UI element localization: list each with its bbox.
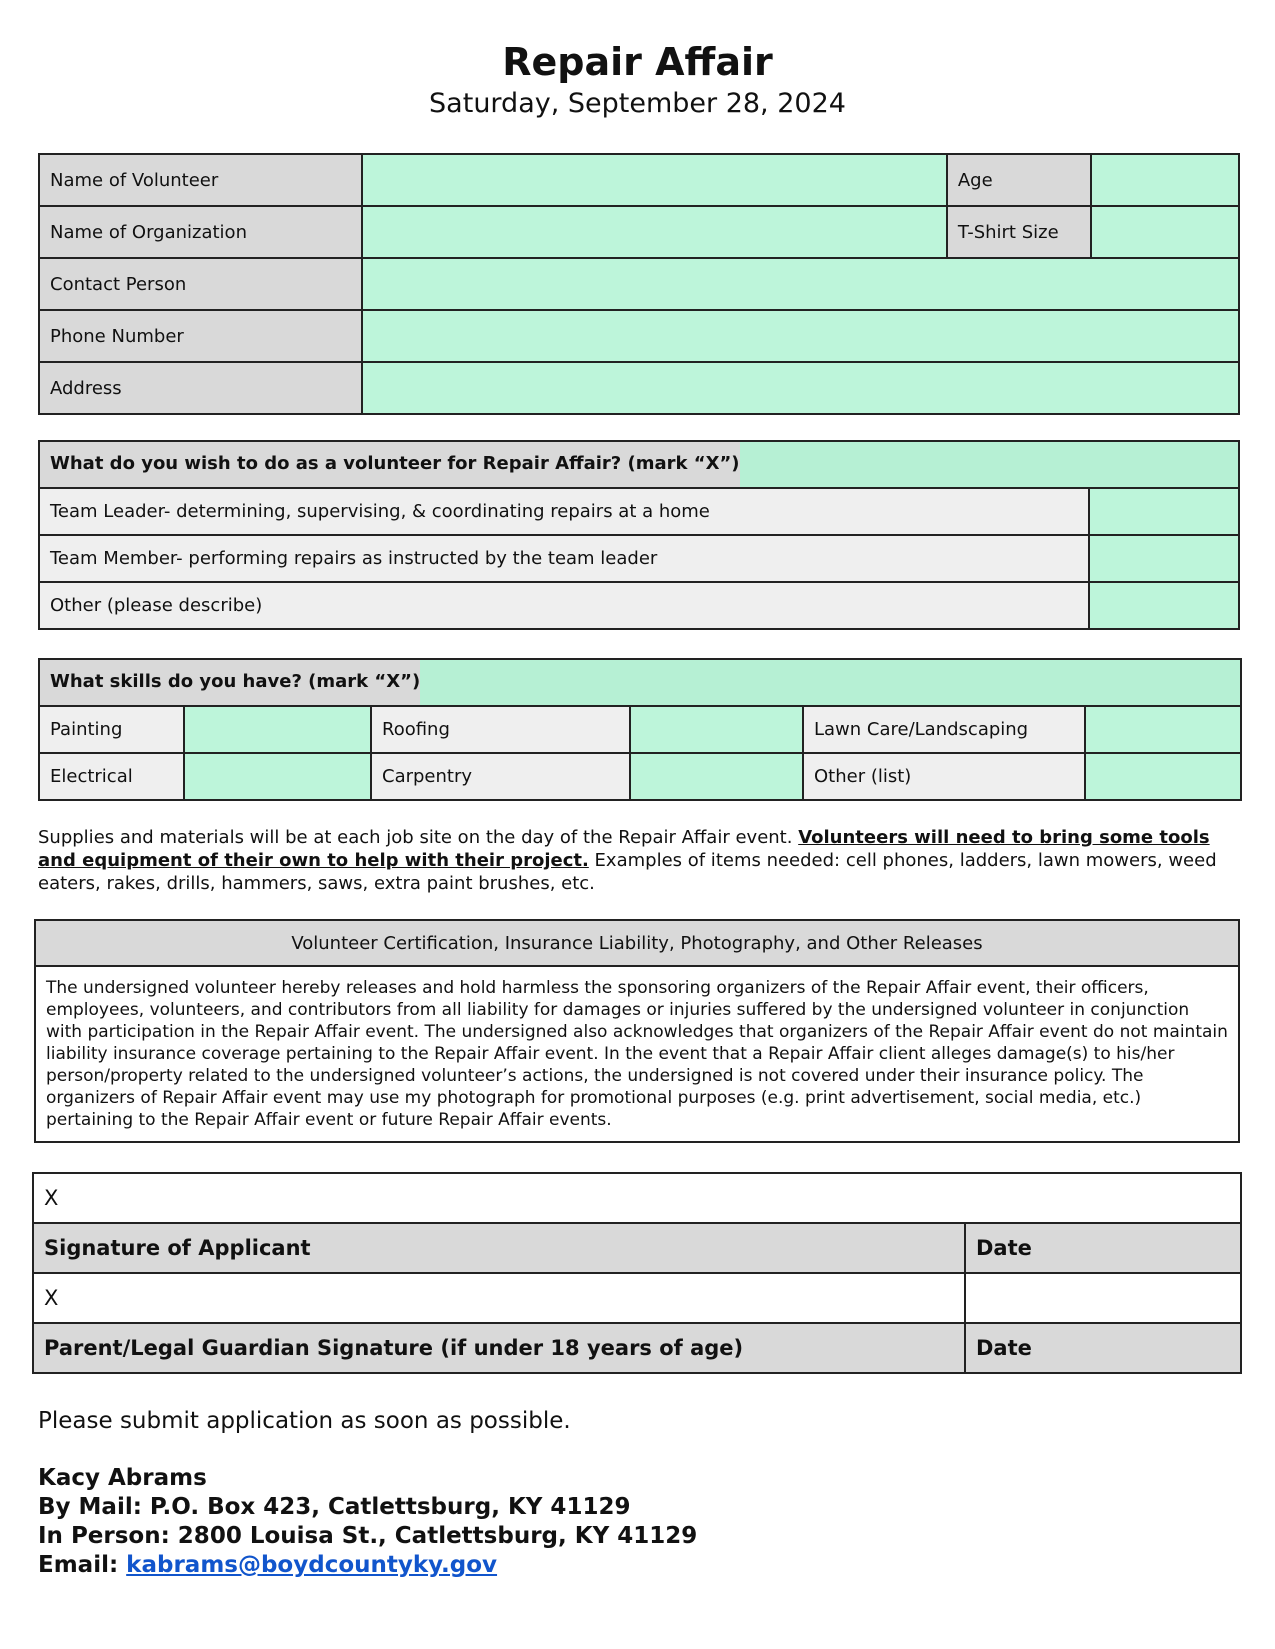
role-question: What do you wish to do as a volunteer for Repair Affair? (mark “X”) [40, 442, 740, 487]
supplies-examples: Examples of items needed: cell phones, ladders, lawn mowers, weed eaters, rakes, drills, hammers, saws, extra paint brushes, etc. [38, 850, 1217, 894]
organization-label: Name of Organization [39, 206, 362, 258]
phone-field[interactable] [362, 310, 1239, 362]
role-question-header [39, 441, 1239, 488]
signature-table [32, 1172, 1242, 1374]
age-field[interactable] [1091, 154, 1239, 206]
address-field[interactable] [362, 362, 1239, 414]
applicant-signature-field[interactable]: X [33, 1173, 1241, 1223]
skills-question: What skills do you have? (mark “X”) [40, 660, 420, 705]
form-title: Repair Affair [502, 40, 773, 84]
skill-lawn-care-field[interactable] [1085, 706, 1241, 753]
release-table [34, 919, 1240, 1143]
release-body: The undersigned volunteer hereby releases and hold harmless the sponsoring organizers of the Repair Affair event, their officers, employees, volunteers, and contributors from all liability for damages or injuries suffered by the undersigned volunteer in conjunction with participation in the Repair Affair event. The undersigned also acknowledges that organizers of the Repair Affair event do not maintain liability insurance coverage pertaining to the Repair Affair event. In the event that a Repair Affair client alleges damage(s) to his/her person/property related to the undersigned volunteer’s actions, the undersigned is not covered under their insurance policy. The organizers of Repair Affair event may use my photograph for promotional purposes (e.g. print advertisement, social media, etc.) pertaining to the Repair Affair event or future Repair Affair events. [35, 966, 1239, 1142]
supplies-text: Supplies and materials will be at each job site on the day of the Repair Affair event. [38, 827, 799, 848]
skills-table [38, 658, 1242, 801]
volunteer-name-field[interactable] [362, 154, 947, 206]
release-heading: Volunteer Certification, Insurance Liability, Photography, and Other Releases [35, 920, 1239, 966]
contact-mail: By Mail: P.O. Box 423, Catlettsburg, KY 41129 [38, 1494, 631, 1520]
team-leader-mark-field[interactable] [1089, 488, 1239, 535]
role-option: Team Leader- determining, supervising, & coordinating repairs at a home [39, 488, 1089, 535]
contact-in-person: In Person: 2800 Louisa St., Catlettsburg, KY 41129 [38, 1523, 698, 1549]
submit-note: Please submit application as soon as possible. [38, 1408, 571, 1434]
guardian-date-field[interactable] [965, 1273, 1241, 1323]
email-label: Email: [38, 1552, 127, 1578]
tshirt-size-label: T-Shirt Size [947, 206, 1091, 258]
skill-roofing-field[interactable] [630, 706, 803, 753]
guardian-date-label: Date [965, 1323, 1241, 1373]
volunteer-info-table [38, 153, 1240, 415]
guardian-signature-field[interactable]: X [33, 1273, 965, 1323]
age-label: Age [947, 154, 1091, 206]
volunteer-name-label: Name of Volunteer [39, 154, 362, 206]
skill-electrical-field[interactable] [184, 753, 371, 800]
supplies-paragraph [38, 826, 1238, 895]
volunteer-role-table [38, 440, 1240, 630]
contact-block [38, 1464, 697, 1580]
skills-question-header [39, 659, 1241, 706]
contact-email-line [38, 1551, 697, 1580]
email-link[interactable]: kabrams@boydcountyky.gov [126, 1552, 498, 1578]
supplies-emphasis: Volunteers will need to bring some tools and equipment of their own to help with their project. [38, 827, 1210, 871]
skill-painting-label: Painting [39, 706, 184, 753]
skill-electrical-label: Electrical [39, 753, 184, 800]
applicant-date-label: Date [965, 1223, 1241, 1273]
event-date: Saturday, September 28, 2024 [429, 88, 846, 119]
organization-field[interactable] [362, 206, 947, 258]
contact-person-label: Contact Person [39, 258, 362, 310]
skill-other-label: Other (list) [803, 753, 1085, 800]
role-option: Other (please describe) [39, 582, 1089, 629]
skill-roofing-label: Roofing [371, 706, 630, 753]
other-role-mark-field[interactable] [1089, 582, 1239, 629]
applicant-signature-label: Signature of Applicant [33, 1223, 965, 1273]
address-label: Address [39, 362, 362, 414]
skill-carpentry-label: Carpentry [371, 753, 630, 800]
team-member-mark-field[interactable] [1089, 535, 1239, 582]
phone-label: Phone Number [39, 310, 362, 362]
tshirt-size-field[interactable] [1091, 206, 1239, 258]
skill-lawn-care-label: Lawn Care/Landscaping [803, 706, 1085, 753]
skill-other-field[interactable] [1085, 753, 1241, 800]
role-option: Team Member- performing repairs as instructed by the team leader [39, 535, 1089, 582]
skill-painting-field[interactable] [184, 706, 371, 753]
guardian-signature-label: Parent/Legal Guardian Signature (if under 18 years of age) [33, 1323, 965, 1373]
contact-name: Kacy Abrams [38, 1465, 207, 1491]
contact-person-field[interactable] [362, 258, 1239, 310]
skill-carpentry-field[interactable] [630, 753, 803, 800]
